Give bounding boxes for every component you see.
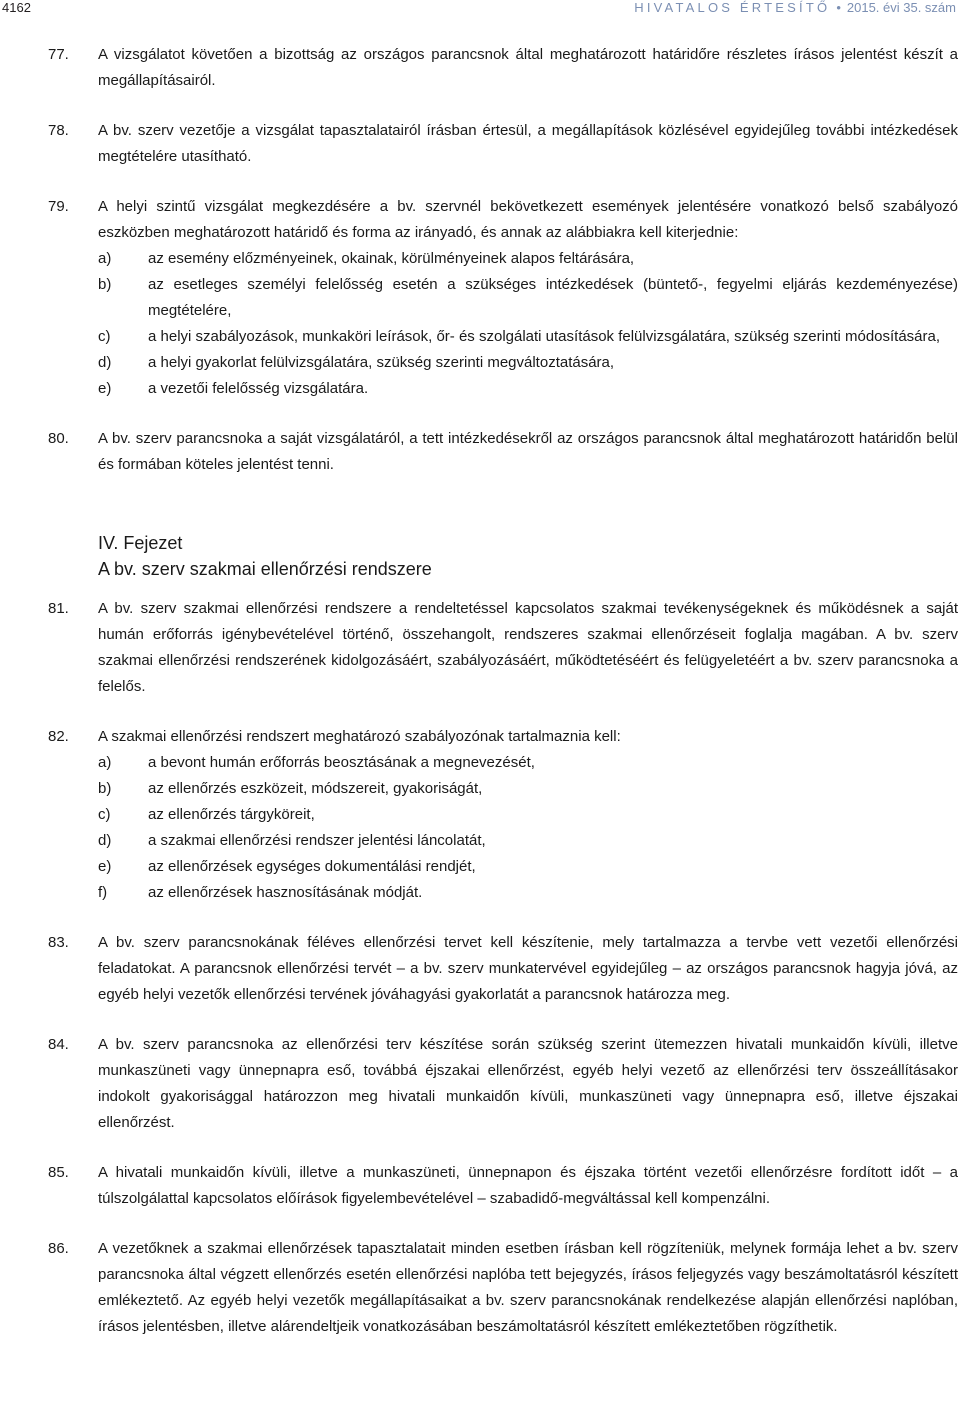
list-item <box>98 776 958 802</box>
list-item <box>98 376 958 402</box>
list-item <box>98 828 958 854</box>
paragraph-text: A hivatali munkaidőn kívüli, illetve a munkaszüneti, ünnepnapon és éjszaka történt vezetői ellenőrzésre fordított időt – a túlszolgálattal kapcsolatos előírások figyelembevételével – szabadidő-megváltással kell kompenzálni. <box>98 1164 958 1207</box>
list-item <box>98 854 958 880</box>
paragraph-85 <box>48 1160 958 1212</box>
item-text: az ellenőrzések hasznosításának módját. <box>148 884 423 901</box>
item-text: az esemény előzményeinek, okainak, körülményeinek alapos feltárására, <box>148 250 635 267</box>
list-item <box>98 750 958 776</box>
journal-info <box>634 0 956 15</box>
separator-bullet: • <box>836 0 841 15</box>
item-list <box>98 246 958 402</box>
item-text: a helyi gyakorlat felülvizsgálatára, szükség szerinti megváltoztatására, <box>148 354 615 371</box>
paragraph-83 <box>48 930 958 1008</box>
page-number: 4162 <box>2 0 31 15</box>
item-label: b) <box>98 780 112 797</box>
item-text: az ellenőrzés tárgyköreit, <box>148 806 315 823</box>
item-list <box>98 750 958 906</box>
list-item <box>98 324 958 350</box>
paragraph-text: A vizsgálatot követően a bizottság az országos parancsnok által meghatározott határidőre részletes írásos jelentést készít a megállapításairól. <box>98 46 958 89</box>
item-label: e) <box>98 380 112 397</box>
paragraph-number: 83. <box>48 934 69 951</box>
paragraph-84 <box>48 1032 958 1136</box>
paragraph-number: 79. <box>48 198 69 215</box>
item-text: az esetleges személyi felelősség esetén a szükséges intézkedések (büntető-, fegyelmi eljárás kezdeményezése) megtételére, <box>148 276 958 319</box>
document-body <box>48 42 958 1340</box>
paragraph-text: A vezetőknek a szakmai ellenőrzések tapasztalatait minden esetben írásban kell rögzíteniük, melynek formája lehet a bv. szerv parancsnoka által végzett ellenőrzés esetén ellenőrzési naplóba tett bejegyzés, írásos feljegyzés vagy beszámoltatásról készített emlékeztető. Az egyéb helyi vezetők megállapításaikat a bv. szerv parancsnokának rendelkezése alapján ellenőrzési naplóban, írásos jelentésben, illetve alárendeltjeik vonatkozásában beszámoltatásról készített emlékeztetőben rögzíthetik. <box>98 1240 958 1335</box>
list-item <box>98 350 958 376</box>
item-label: d) <box>98 354 112 371</box>
list-item <box>98 272 958 324</box>
list-item <box>98 880 958 906</box>
paragraph-number: 77. <box>48 46 69 63</box>
paragraph-number: 80. <box>48 430 69 447</box>
item-label: d) <box>98 832 112 849</box>
journal-title: HIVATALOS ÉRTESÍTŐ <box>634 0 831 15</box>
item-label: b) <box>98 276 112 293</box>
item-label: a) <box>98 250 112 267</box>
issue-info: 2015. évi 35. szám <box>846 0 956 15</box>
paragraph-text: A helyi szintű vizsgálat megkezdésére a bv. szervnél bekövetkezett események jelentésére vonatkozó belső szabályozó eszközben meghatározott határidő és forma az irányadó, és annak az alábbiakra kell kiterjednie: <box>98 198 958 241</box>
chapter-title: A bv. szerv szakmai ellenőrzési rendszere <box>98 559 432 579</box>
paragraph-80 <box>48 426 958 478</box>
paragraph-text: A bv. szerv parancsnoka az ellenőrzési terv készítése során szükség szerint ütemezzen hivatali munkaidőn kívüli, illetve munkaszüneti vagy ünnepnapra eső, továbbá éjszakai ellenőrzést, egyéb helyi vezető az ellenőrzési terv összeállításakor indokolt gyakorisággal határozzon meg hivatali munkaidőn kívüli, munkaszüneti vagy ünnepnapra eső, illetve éjszakai ellenőrzést. <box>98 1036 958 1131</box>
item-text: a szakmai ellenőrzési rendszer jelentési láncolatát, <box>148 832 486 849</box>
item-label: c) <box>98 328 111 345</box>
item-text: az ellenőrzés eszközeit, módszereit, gyakoriságát, <box>148 780 483 797</box>
paragraph-text: A bv. szerv parancsnokának féléves ellenőrzési tervet kell készítenie, mely tartalmazza a tervbe vett vezetői ellenőrzési feladatokat. A parancsnok ellenőrzési tervét – a bv. szerv munkatervével egyidejűleg – az országos parancsnok hagyja jóvá, az egyéb helyi vezetők ellenőrzési tervének jóváhagyási gyakorlatát a parancsnok határozza meg. <box>98 934 958 1003</box>
item-text: az ellenőrzések egységes dokumentálási rendjét, <box>148 858 476 875</box>
item-label: e) <box>98 858 112 875</box>
list-item <box>98 246 958 272</box>
paragraph-number: 81. <box>48 600 69 617</box>
paragraph-86 <box>48 1236 958 1340</box>
chapter-number: IV. Fejezet <box>98 533 183 553</box>
paragraph-81 <box>48 596 958 700</box>
paragraph-number: 85. <box>48 1164 69 1181</box>
paragraph-number: 84. <box>48 1036 69 1053</box>
paragraph-number: 82. <box>48 728 69 745</box>
paragraph-78 <box>48 118 958 170</box>
paragraph-number: 78. <box>48 122 69 139</box>
item-text: a bevont humán erőforrás beosztásának a megnevezését, <box>148 754 535 771</box>
paragraph-77 <box>48 42 958 94</box>
item-text: a vezetői felelősség vizsgálatára. <box>148 380 369 397</box>
item-label: a) <box>98 754 112 771</box>
paragraph-text: A bv. szerv vezetője a vizsgálat tapasztalatairól írásban értesül, a megállapítások közlésével egyidejűleg további intézkedések megtételére utasítható. <box>98 122 958 165</box>
paragraph-79 <box>48 194 958 402</box>
chapter-heading <box>98 530 958 582</box>
item-label: f) <box>98 884 108 901</box>
paragraph-number: 86. <box>48 1240 69 1257</box>
paragraph-text: A bv. szerv parancsnoka a saját vizsgálatáról, a tett intézkedésekről az országos parancsnok által meghatározott határidőn belül és formában köteles jelentést tenni. <box>98 430 958 473</box>
list-item <box>98 802 958 828</box>
page-header <box>0 0 960 22</box>
item-label: c) <box>98 806 111 823</box>
paragraph-text: A szakmai ellenőrzési rendszert meghatározó szabályozónak tartalmaznia kell: <box>98 728 621 745</box>
paragraph-82 <box>48 724 958 906</box>
item-text: a helyi szabályozások, munkaköri leírások, őr- és szolgálati utasítások felülvizsgálatára, szükség szerinti módosítására, <box>148 328 941 345</box>
paragraph-text: A bv. szerv szakmai ellenőrzési rendszere a rendeltetéssel kapcsolatos szakmai tevékenységeknek és működésnek a saját humán erőforrás igénybevételével történő, összehangolt, rendszeres szakmai ellenőrzéseit foglalja magában. A bv. szerv szakmai ellenőrzési rendszerének kidolgozásáért, szabályozásáért, működtetéséért és felügyeletéért a bv. szerv parancsnoka a felelős. <box>98 600 958 695</box>
